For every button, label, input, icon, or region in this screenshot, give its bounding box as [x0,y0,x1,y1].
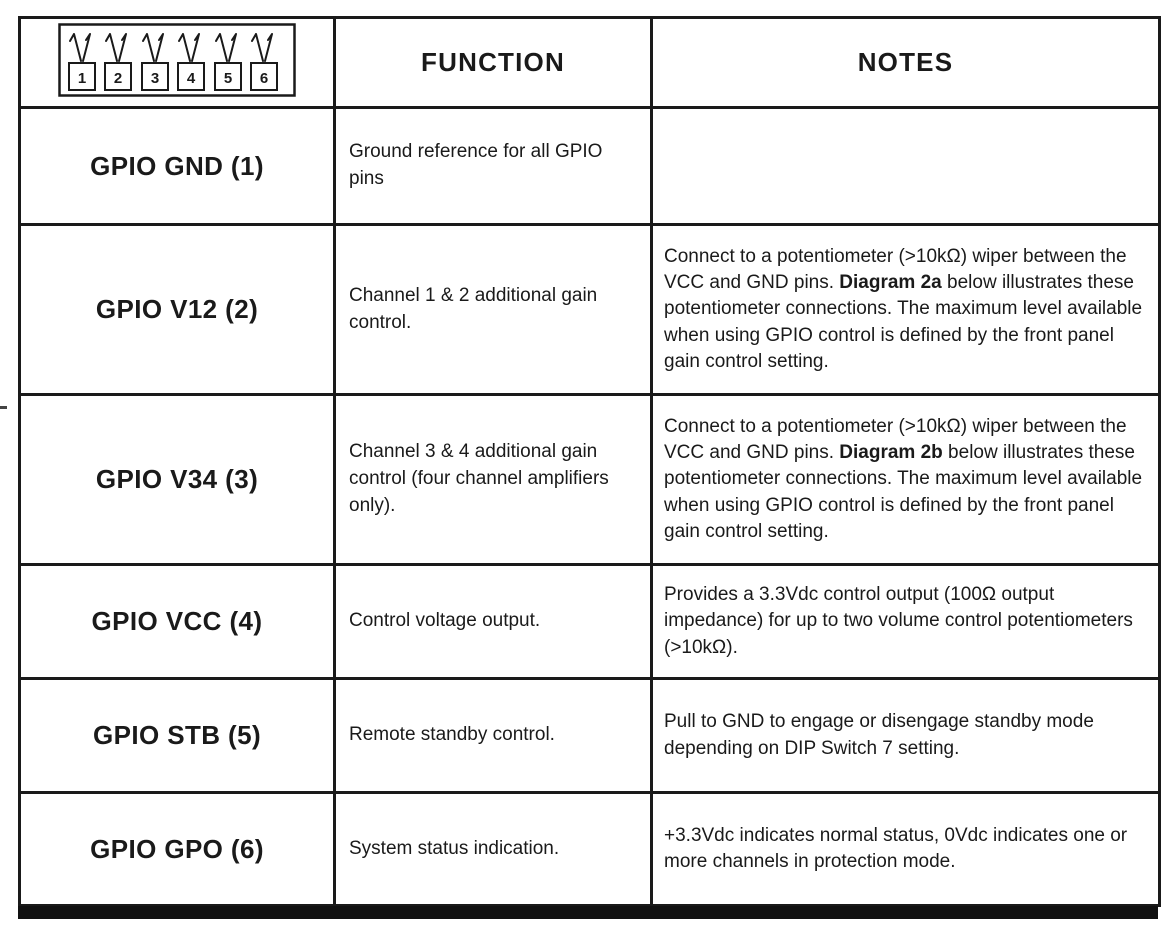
pin-number: 2 [113,70,123,87]
notes-bold-text: Diagram 2b [839,442,943,464]
stray-mark [0,406,7,409]
pin-number: 5 [223,70,233,87]
table-row-gpio-vcc [20,565,1160,679]
notes-cell [652,108,1160,225]
notes-cell [652,679,1160,793]
function-cell: Channel 3 & 4 additional gain control (four channel amplifiers only). [335,395,652,565]
pin-number: 4 [186,70,196,87]
table-row-gpio-gpo [20,793,1160,906]
pin-number: 3 [150,70,160,87]
notes-text: Pull to GND to engage or disengage standby mode depending on DIP Switch 7 setting. [664,711,1094,759]
notes-text: +3.3Vdc indicates normal status, 0Vdc indicates one or more channels in protection mode. [664,824,1128,872]
notes-cell [652,565,1160,679]
function-cell: Remote standby control. [335,679,652,793]
pin-label: GPIO GND (1) [20,108,335,225]
pin-number: 1 [77,70,87,87]
pin-label: GPIO V12 (2) [20,225,335,395]
notes-text: Provides a 3.3Vdc control output (100Ω output impedance) for up to two volume control potentiometers (>10kΩ). [664,584,1133,658]
terminal-block-connector-icon [58,23,296,97]
notes-text: below illustrates these potentiometer connections. The maximum level available when using GPIO control is defined by the front panel gain control setting. [664,272,1143,372]
function-column-header: FUNCTION [335,18,652,108]
table-row-gpio-stb [20,679,1160,793]
connector-header-cell [20,18,335,108]
table-row-gpio-gnd [20,108,1160,225]
gpio-pinout-table [18,16,1161,907]
pin-label: GPIO V34 (3) [20,395,335,565]
notes-column-header: NOTES [652,18,1160,108]
function-cell: Ground reference for all GPIO pins [335,108,652,225]
pin-label: GPIO VCC (4) [20,565,335,679]
function-cell: System status indication. [335,793,652,906]
function-cell: Channel 1 & 2 additional gain control. [335,225,652,395]
page-bottom-rule [18,906,1158,919]
header-row [20,18,1160,108]
notes-cell [652,225,1160,395]
pin-number: 6 [259,70,269,87]
gpio-pinout-table-wrap [18,16,1158,919]
table-row-gpio-v34 [20,395,1160,565]
notes-text: Connect to a potentiometer (>10kΩ) wiper between the VCC and GND pins. [664,245,1127,294]
pin-label: GPIO GPO (6) [20,793,335,906]
notes-bold-text: Diagram 2a [839,272,942,294]
notes-cell [652,395,1160,565]
table-row-gpio-v12 [20,225,1160,395]
function-cell: Control voltage output. [335,565,652,679]
notes-cell [652,793,1160,906]
notes-text: below illustrates these potentiometer connections. The maximum level available when using GPIO control is defined by the front panel gain control setting. [664,442,1143,542]
notes-text: Connect to a potentiometer (>10kΩ) wiper between the VCC and GND pins. [664,415,1127,464]
pin-label: GPIO STB (5) [20,679,335,793]
